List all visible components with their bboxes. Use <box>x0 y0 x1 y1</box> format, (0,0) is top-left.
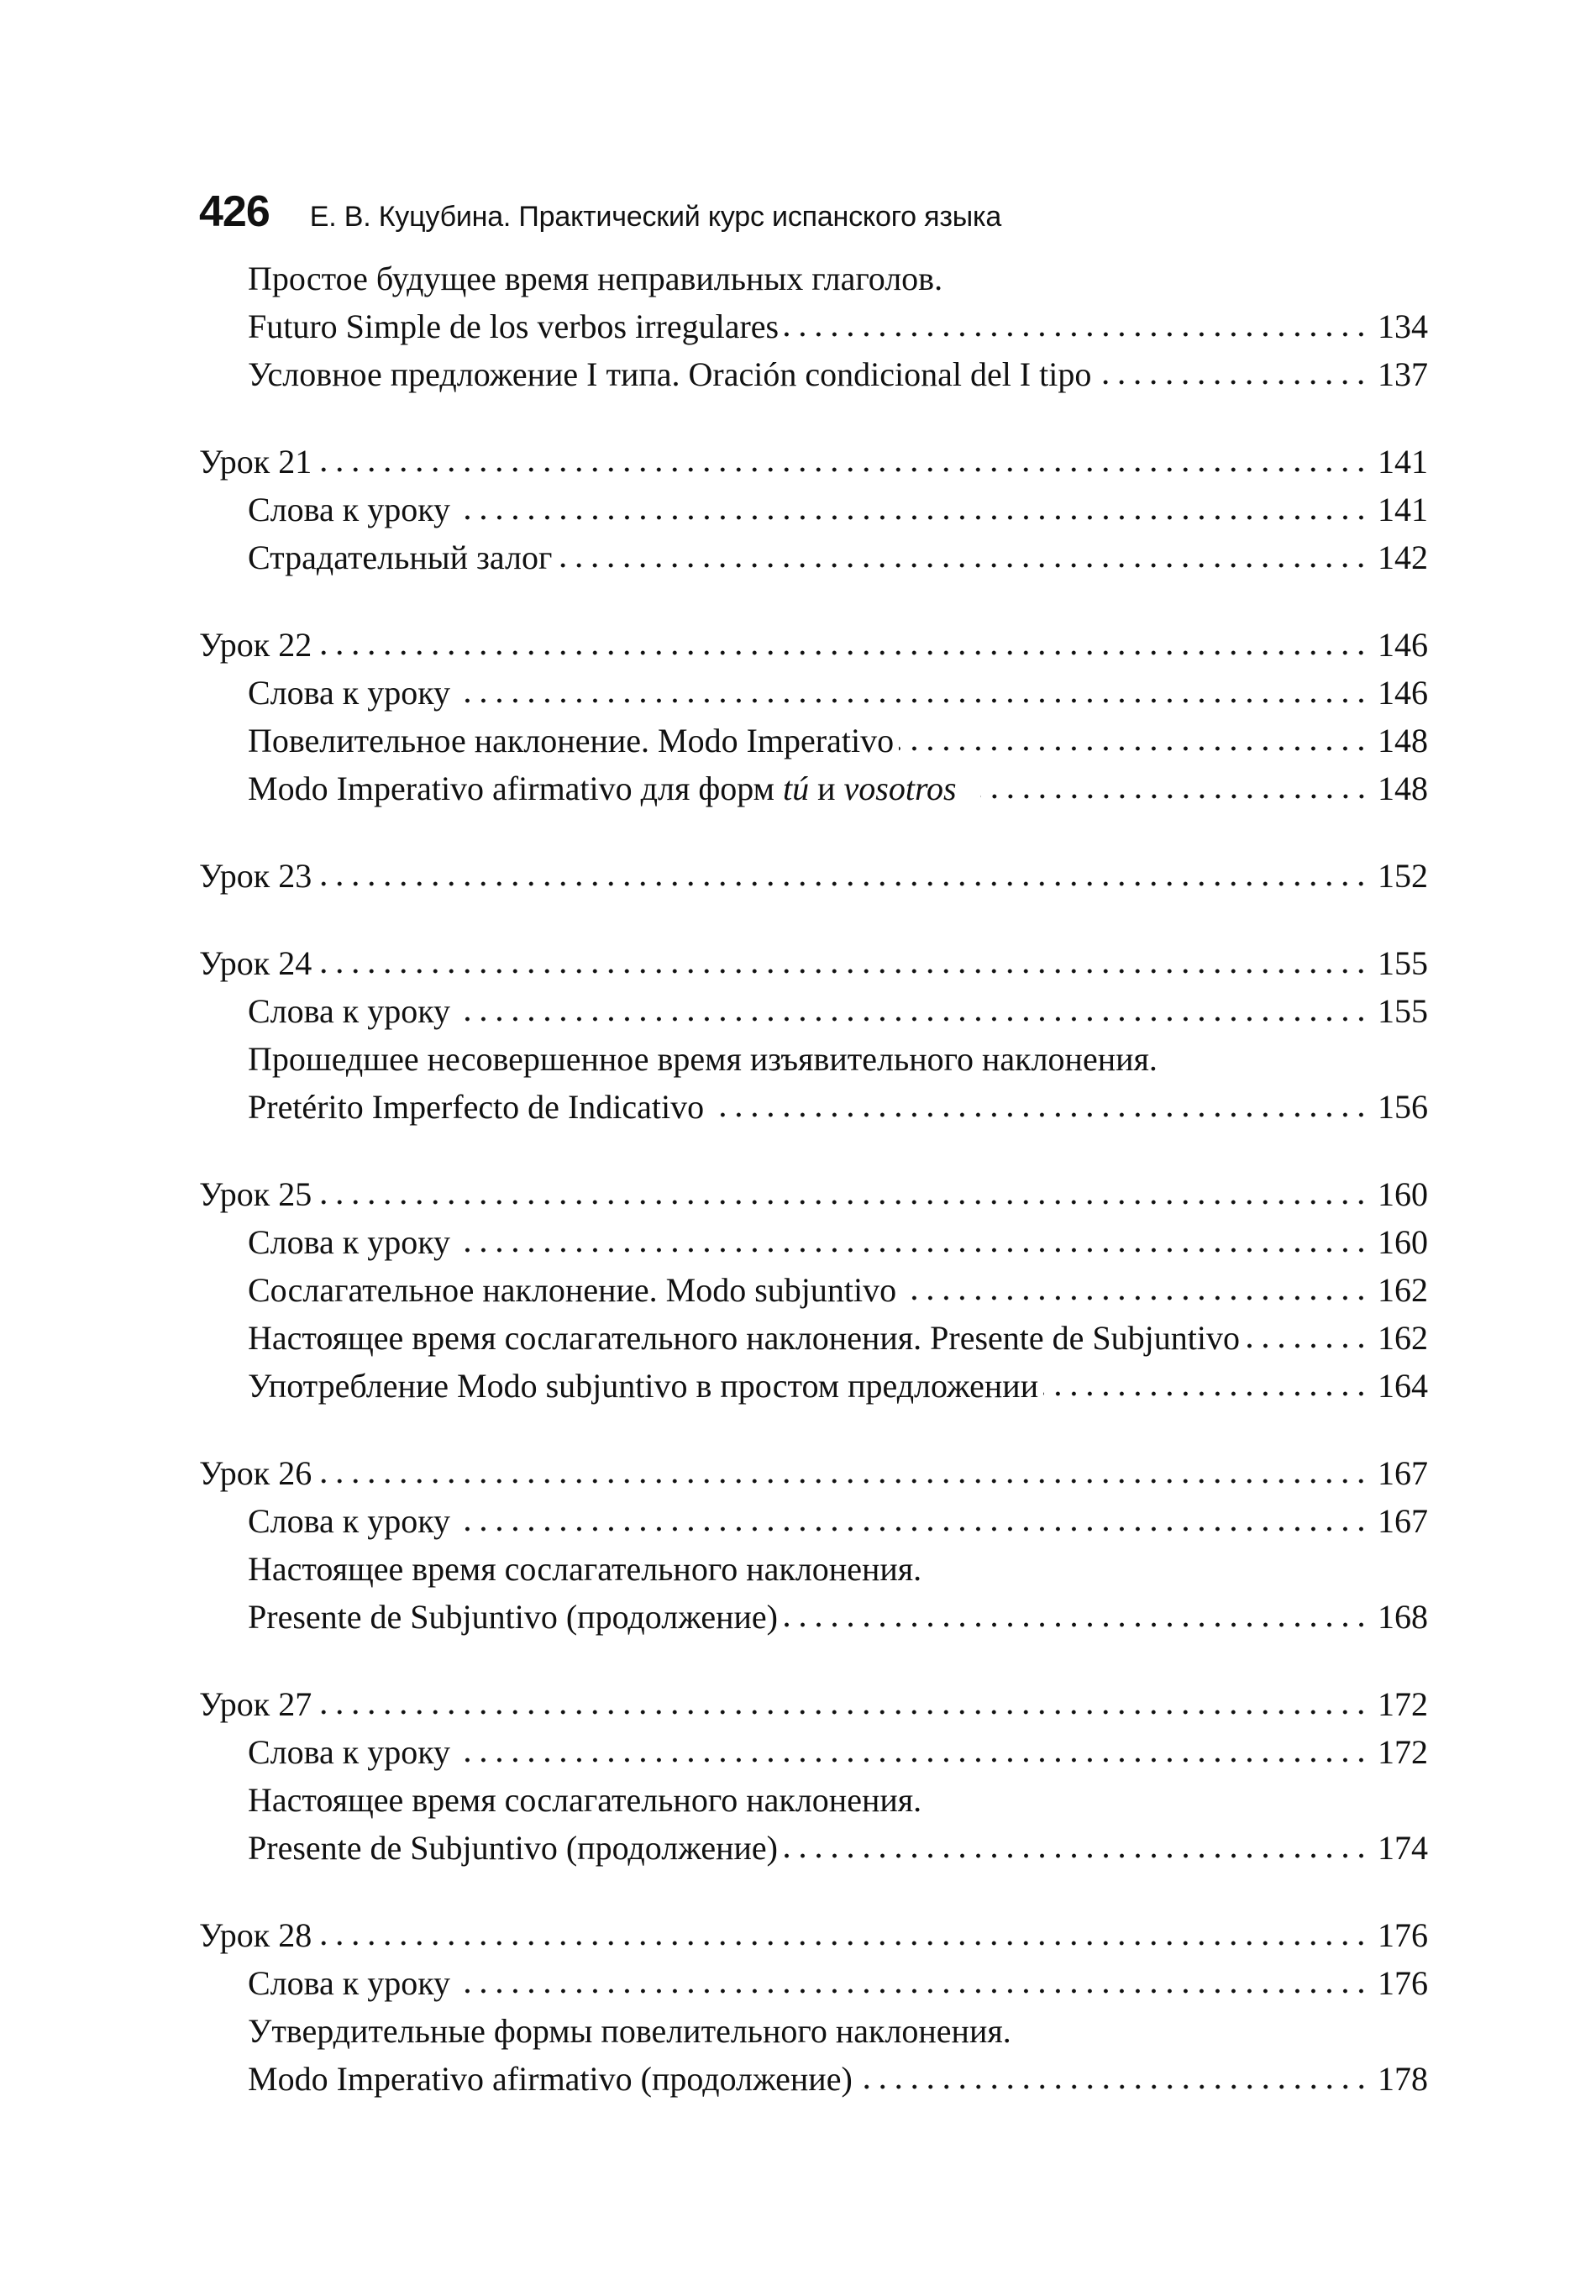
toc-lesson-entry[interactable] <box>199 1680 1428 1728</box>
toc-subentry[interactable] <box>199 486 1428 533</box>
entry-page-number: 178 <box>1378 2060 1428 2098</box>
dot-leader <box>1043 1391 1369 1396</box>
dot-leader <box>317 1200 1369 1205</box>
entry-title: Слова к уроку <box>248 992 451 1030</box>
dot-leader <box>317 1710 1369 1715</box>
entry-page-number: 148 <box>1378 770 1428 807</box>
entry-title: Урок 25 <box>199 1175 312 1213</box>
entry-title: Урок 24 <box>199 944 312 982</box>
entry-page-number: 152 <box>1378 857 1428 895</box>
dot-leader <box>455 1248 1369 1253</box>
italic-term: vosotros <box>843 770 957 807</box>
dot-leader <box>858 2084 1369 2089</box>
entry-title: Урок 22 <box>199 626 312 664</box>
entry-page-number: 146 <box>1378 674 1428 712</box>
dot-leader <box>317 969 1369 974</box>
toc-subentry[interactable] <box>199 1362 1428 1410</box>
dot-leader <box>455 1757 1369 1763</box>
toc-subentry <box>199 2007 1428 2055</box>
dot-leader <box>557 563 1369 568</box>
dot-leader <box>901 1295 1369 1300</box>
toc-lesson-entry[interactable] <box>199 1449 1428 1497</box>
entry-page-number: 174 <box>1378 1829 1428 1867</box>
dot-leader <box>783 1622 1369 1627</box>
entry-title: Pretérito Imperfecto de Indicativo <box>248 1088 705 1126</box>
entry-page-number: 155 <box>1378 992 1428 1030</box>
entry-page-number: 167 <box>1378 1454 1428 1492</box>
dot-leader <box>455 1989 1369 1994</box>
entry-page-number: 167 <box>1378 1502 1428 1540</box>
entry-page-number: 148 <box>1378 722 1428 759</box>
toc-group <box>199 1170 1428 1410</box>
entry-title <box>248 764 957 812</box>
toc-group <box>199 1680 1428 1872</box>
toc-subentry[interactable] <box>199 350 1428 398</box>
toc-group <box>199 621 1428 812</box>
toc-subentry[interactable] <box>199 1218 1428 1266</box>
entry-page-number: 172 <box>1378 1685 1428 1723</box>
entry-title: Слова к уроку <box>248 1964 451 2002</box>
entry-title: Простое будущее время неправильных глаголов. <box>248 260 943 297</box>
toc-group <box>199 1911 1428 2103</box>
entry-title: Слова к уроку <box>248 1223 451 1261</box>
toc-lesson-entry[interactable] <box>199 1170 1428 1218</box>
dot-leader <box>317 650 1369 655</box>
toc-subentry[interactable] <box>199 1824 1428 1872</box>
entry-page-number: 141 <box>1378 491 1428 528</box>
dot-leader <box>455 515 1369 520</box>
toc-lesson-entry[interactable] <box>199 621 1428 669</box>
entry-page-number: 162 <box>1378 1271 1428 1309</box>
entry-title: Страдательный залог <box>248 539 553 576</box>
entry-page-number: 168 <box>1378 1598 1428 1636</box>
toc-group <box>199 1449 1428 1641</box>
entry-title: Сослагательное наклонение. Modo subjuntivo <box>248 1271 897 1309</box>
entry-page-number: 172 <box>1378 1733 1428 1771</box>
dot-leader <box>980 794 1369 799</box>
entry-title: Modo Imperativo afirmativo (продолжение) <box>248 2060 853 2098</box>
italic-term: tú <box>783 770 810 807</box>
entry-title: Настоящее время сослагательного наклонения. <box>248 1781 922 1819</box>
toc-lesson-entry[interactable] <box>199 1911 1428 1959</box>
entry-title: Слова к уроку <box>248 1733 451 1771</box>
toc-subentry[interactable] <box>199 1314 1428 1362</box>
toc-subentry[interactable] <box>199 717 1428 764</box>
entry-page-number: 160 <box>1378 1223 1428 1261</box>
entry-title: Утвердительные формы повелительного наклонения. <box>248 2012 1011 2050</box>
dot-leader <box>1096 380 1369 385</box>
entry-page-number: 142 <box>1378 539 1428 576</box>
toc-lesson-entry[interactable] <box>199 939 1428 987</box>
entry-page-number: 146 <box>1378 626 1428 664</box>
entry-page-number: 137 <box>1378 355 1428 393</box>
entry-page-number: 134 <box>1378 307 1428 345</box>
entry-title: Употребление Modo subjuntivo в простом предложении <box>248 1367 1039 1405</box>
entry-title: Урок 27 <box>199 1685 312 1723</box>
toc-subentry <box>199 1776 1428 1824</box>
entry-title: Повелительное наклонение. Modo Imperativo <box>248 722 895 759</box>
entry-page-number: 176 <box>1378 1916 1428 1954</box>
entry-page-number: 176 <box>1378 1964 1428 2002</box>
toc-subentry <box>199 1545 1428 1593</box>
entry-title: Прошедшее несовершенное время изъявительного наклонения. <box>248 1040 1158 1078</box>
dot-leader <box>783 1853 1369 1858</box>
dot-leader <box>1245 1343 1369 1348</box>
dot-leader <box>455 698 1369 703</box>
entry-title: Условное предложение I типа. Oración condicional del I tipo <box>248 355 1092 393</box>
table-of-contents <box>199 255 1428 2142</box>
dot-leader <box>455 1526 1369 1532</box>
dot-leader <box>709 1112 1369 1117</box>
toc-subentry[interactable] <box>199 533 1428 581</box>
dot-leader <box>784 332 1369 337</box>
toc-subentry[interactable] <box>199 302 1428 350</box>
dot-leader <box>317 1479 1369 1484</box>
entry-title: Урок 26 <box>199 1454 312 1492</box>
entry-title: Урок 23 <box>199 857 312 895</box>
toc-subentry[interactable] <box>199 2055 1428 2103</box>
entry-page-number: 155 <box>1378 944 1428 982</box>
toc-subentry[interactable] <box>199 987 1428 1035</box>
toc-subentry[interactable] <box>199 1497 1428 1545</box>
running-head <box>199 187 1001 237</box>
entry-page-number: 156 <box>1378 1088 1428 1126</box>
entry-page-number: 141 <box>1378 443 1428 481</box>
dot-leader <box>899 746 1369 751</box>
toc-group <box>199 939 1428 1131</box>
dot-leader <box>455 1017 1369 1022</box>
toc-subentry[interactable] <box>199 1083 1428 1131</box>
dot-leader <box>317 881 1369 886</box>
entry-title: Presente de Subjuntivo (продолжение) <box>248 1829 778 1867</box>
entry-page-number: 162 <box>1378 1319 1428 1357</box>
toc-group <box>199 852 1428 900</box>
entry-title-part: Modo Imperativo afirmativo для форм <box>248 770 783 807</box>
toc-lesson-entry[interactable] <box>199 438 1428 486</box>
entry-title-part: и <box>809 770 844 807</box>
entry-page-number: 164 <box>1378 1367 1428 1405</box>
page-number: 426 <box>199 187 270 236</box>
dot-leader <box>317 1941 1369 1946</box>
toc-subentry[interactable] <box>199 1959 1428 2007</box>
toc-subentry[interactable] <box>199 669 1428 717</box>
entry-title: Presente de Subjuntivo (продолжение) <box>248 1598 778 1636</box>
toc-subentry <box>199 255 1428 302</box>
entry-page-number: 160 <box>1378 1175 1428 1213</box>
toc-subentry <box>199 1035 1428 1083</box>
toc-subentry[interactable] <box>199 1593 1428 1641</box>
toc-subentry[interactable] <box>199 1266 1428 1314</box>
toc-group <box>199 255 1428 398</box>
dot-leader <box>317 467 1369 472</box>
toc-subentry[interactable] <box>199 1728 1428 1776</box>
entry-title: Слова к уроку <box>248 1502 451 1540</box>
toc-group <box>199 438 1428 581</box>
entry-title: Futuro Simple de los verbos irregulares <box>248 307 780 345</box>
entry-title: Слова к уроку <box>248 491 451 528</box>
running-title: Е. В. Куцубина. Практический курс испанского языка <box>309 201 1002 233</box>
entry-title: Урок 21 <box>199 443 312 481</box>
toc-lesson-entry[interactable] <box>199 852 1428 900</box>
entry-title: Настоящее время сослагательного наклонения. Presente de Subjuntivo <box>248 1319 1241 1357</box>
toc-subentry[interactable] <box>199 764 1428 812</box>
entry-title: Слова к уроку <box>248 674 451 712</box>
entry-title: Настоящее время сослагательного наклонения. <box>248 1550 922 1588</box>
entry-title: Урок 28 <box>199 1916 312 1954</box>
